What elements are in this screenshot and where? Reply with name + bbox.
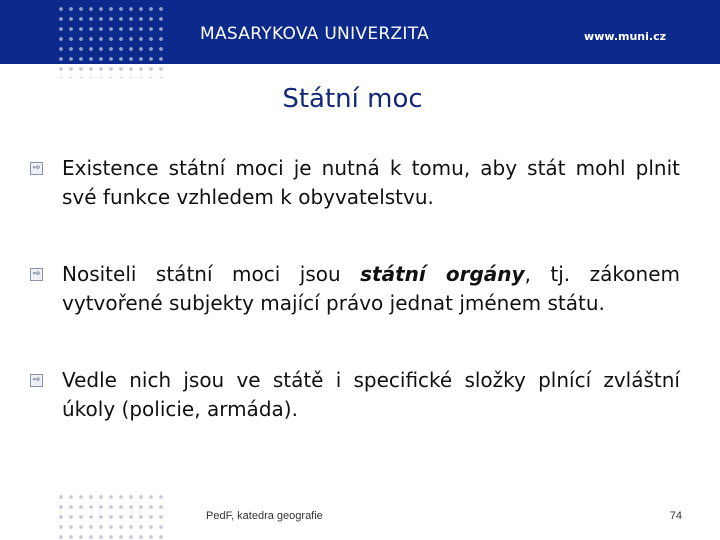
footer-logo-dots	[56, 492, 168, 540]
bullet-arrow-icon: ⇨	[30, 162, 43, 175]
bullet-arrow-icon: ⇨	[30, 268, 43, 281]
page-number: 74	[669, 510, 682, 522]
bullet-text: Existence státní moci je nutná k tomu, aby stát mohl plnit své funkce vzhledem k obyvatelstvu.	[62, 156, 680, 209]
bullet-list	[30, 154, 680, 472]
university-url[interactable]: www.muni.cz	[584, 30, 666, 43]
bullet-text-start: Nositeli státní moci jsou	[62, 262, 361, 286]
footer-text: PedF, katedra geografie	[206, 510, 323, 522]
bullet-arrow-icon: ⇨	[30, 374, 43, 387]
logo-dots-lower	[56, 64, 168, 78]
bullet-item	[30, 260, 680, 318]
slide-title: Státní moc	[282, 84, 423, 114]
university-name: MASARYKOVA UNIVERZITA	[200, 24, 430, 44]
bullet-text-end: , tj. zákonem vytvořené subjekty mající právo jednat jménem státu.	[62, 262, 680, 315]
bullet-item	[30, 154, 680, 212]
bullet-emphasis: státní orgány	[360, 262, 525, 286]
bullet-item	[30, 366, 680, 424]
bullet-text: Vedle nich jsou ve státě i specifické složky plnící zvláštní úkoly (policie, armáda).	[62, 368, 680, 421]
